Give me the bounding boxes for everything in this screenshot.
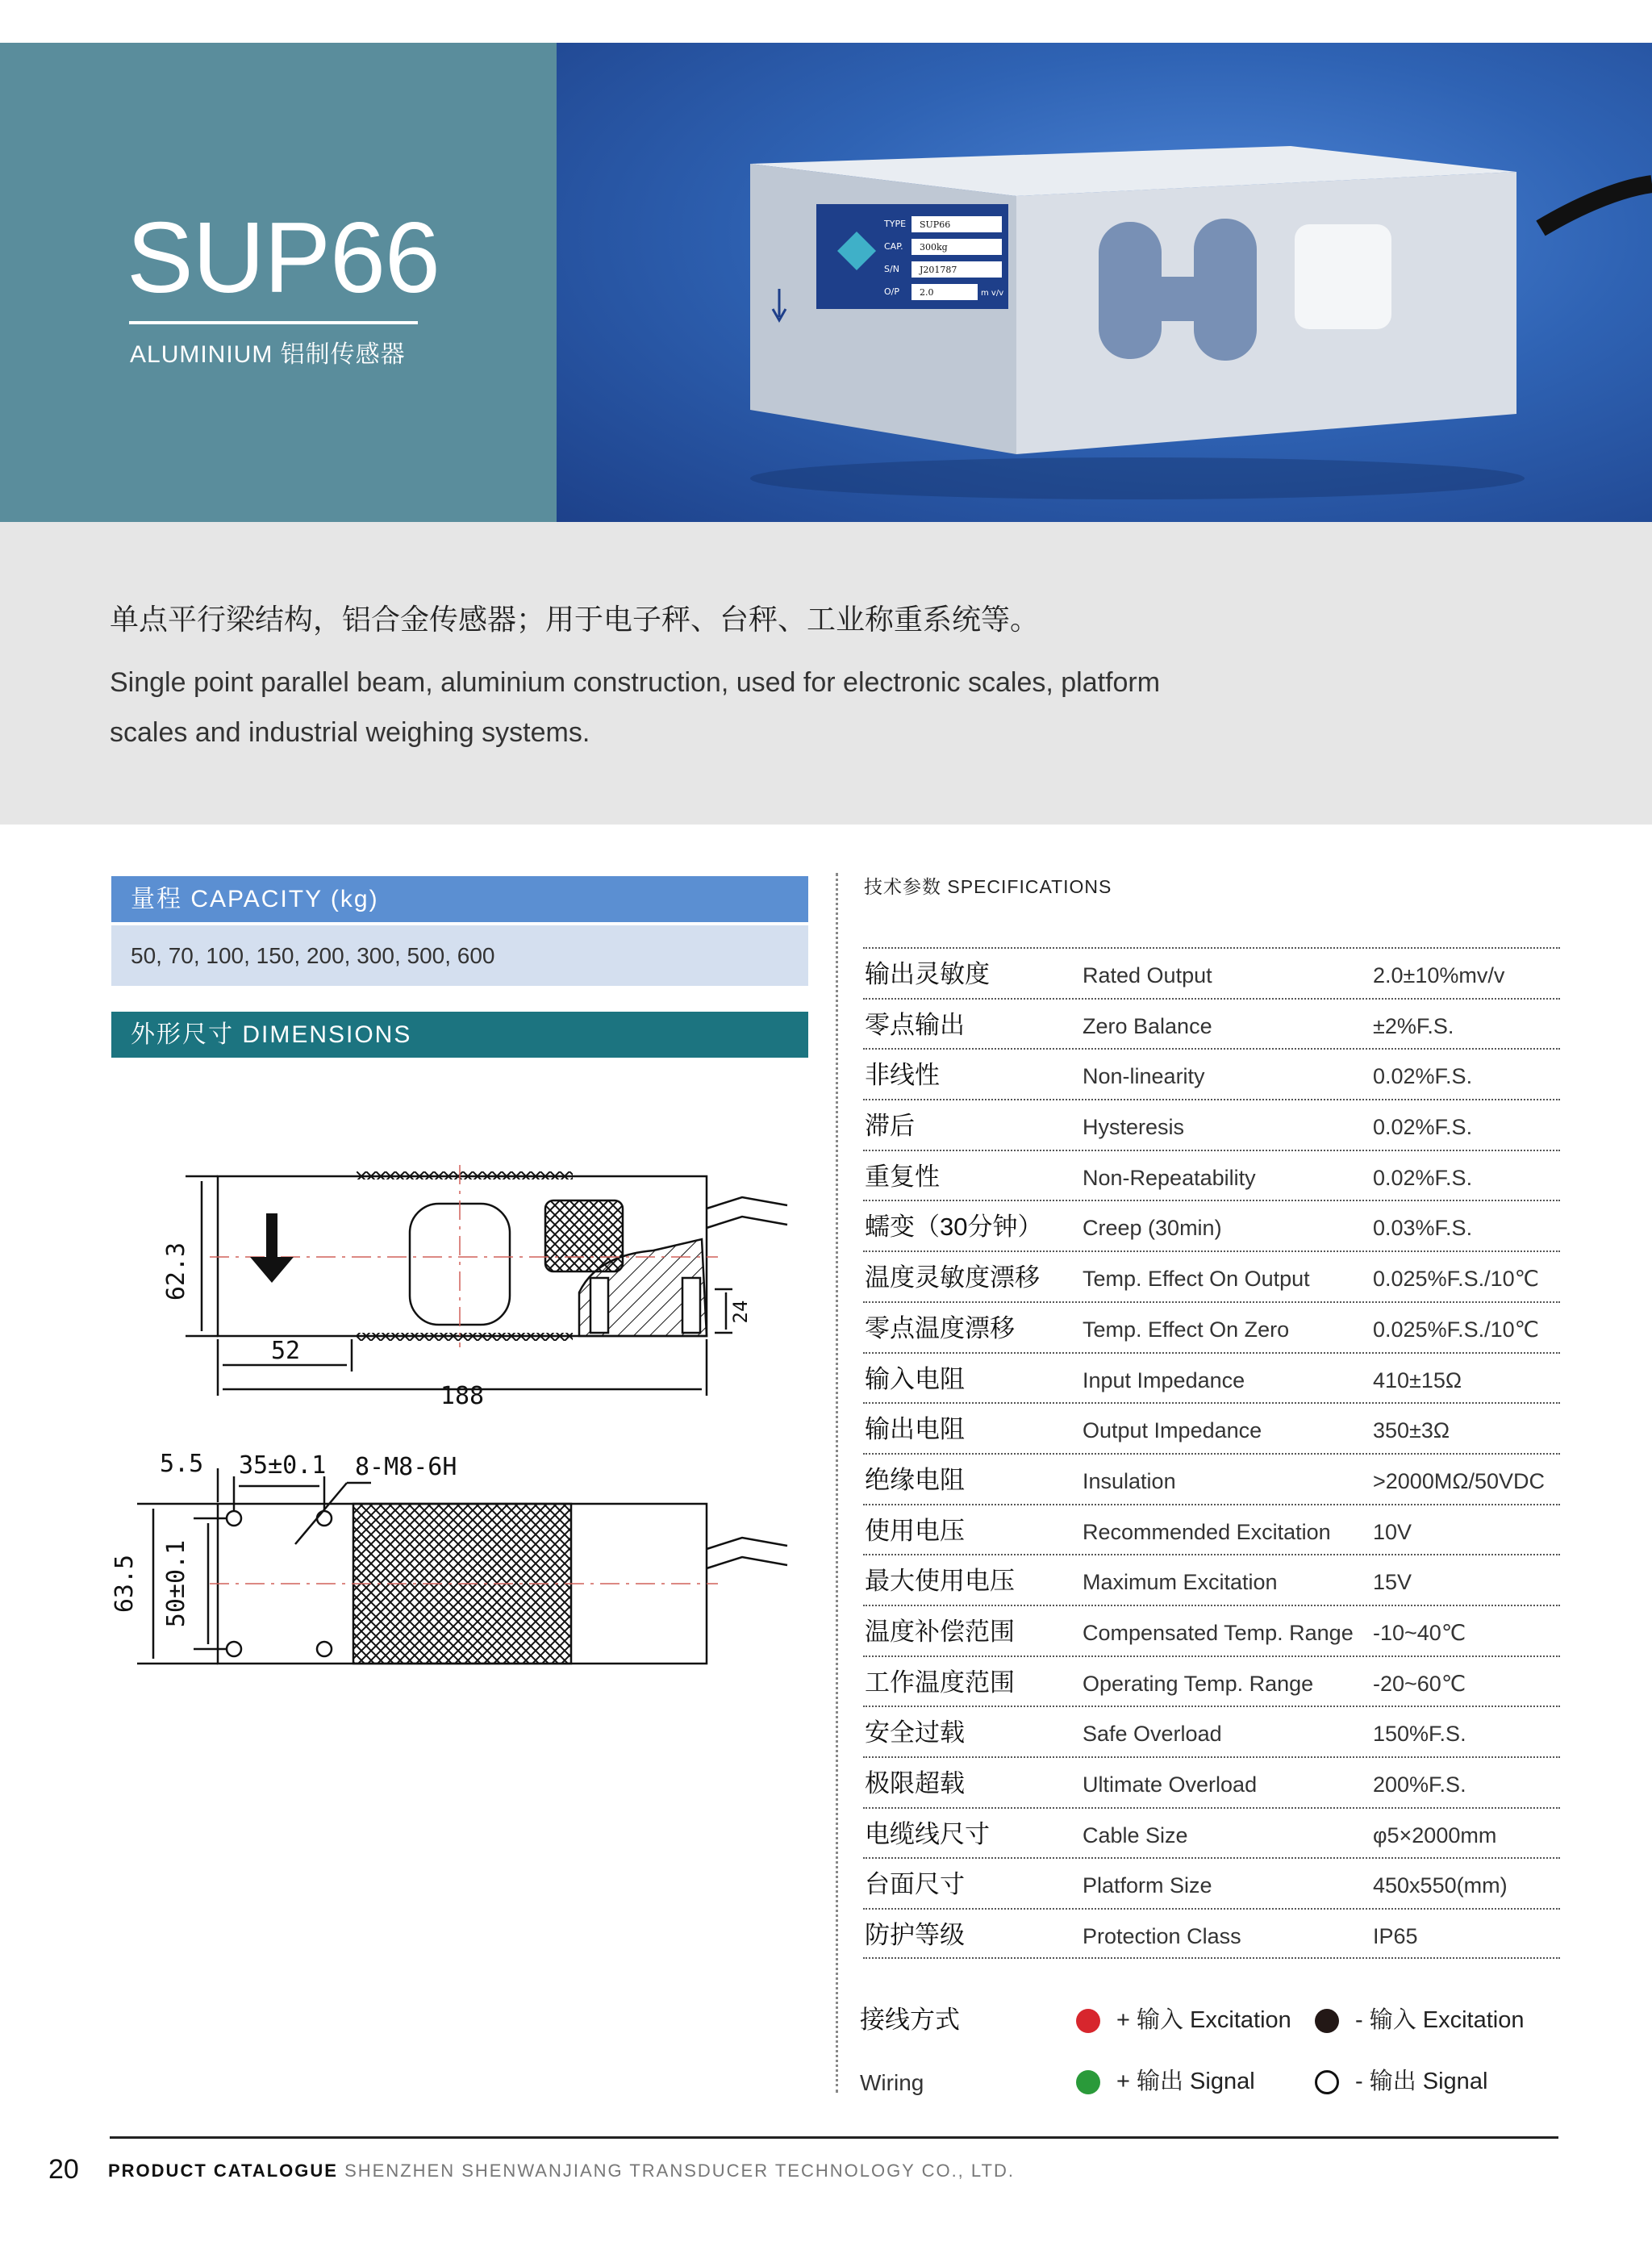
wire-negative-excitation xyxy=(1315,2002,1525,2038)
spec-cn: 电缆线尺寸 xyxy=(865,1819,990,1848)
spec-value: 0.025%F.S./10℃ xyxy=(1373,1267,1539,1292)
specifications-table xyxy=(863,947,1560,1959)
spec-cn: 蠕变（30分钟） xyxy=(865,1213,1043,1242)
dim-height: 62.3 xyxy=(162,1242,190,1301)
spec-value: 0.03%F.S. xyxy=(1373,1216,1473,1241)
page-number: 20 xyxy=(48,2154,79,2185)
white-wire-dot-icon xyxy=(1315,2070,1339,2094)
spec-cn: 温度灵敏度漂移 xyxy=(865,1263,1040,1292)
label-op-key: O/P xyxy=(884,286,899,297)
spec-cn: 防护等级 xyxy=(865,1921,965,1950)
spec-row xyxy=(863,1908,1560,1959)
spec-value: 0.02%F.S. xyxy=(1373,1115,1473,1140)
spec-value: >2000MΩ/50VDC xyxy=(1373,1468,1546,1493)
spec-cn: 重复性 xyxy=(865,1162,940,1191)
spec-cn: 输出电阻 xyxy=(865,1415,965,1444)
spec-value: 15V xyxy=(1373,1570,1412,1595)
dim-length: 188 xyxy=(440,1382,485,1410)
spec-en: Safe Overload xyxy=(1083,1722,1222,1747)
model-title: SUP66 xyxy=(127,202,440,314)
model-subtitle: ALUMINIUM 铝制传感器 xyxy=(130,341,406,368)
red-wire-dot-icon xyxy=(1076,2009,1100,2033)
spec-value: 450x550(mm) xyxy=(1373,1873,1508,1898)
spec-en: Output Impedance xyxy=(1083,1418,1262,1443)
spec-value: 10V xyxy=(1373,1519,1412,1544)
dim-offset: 52 xyxy=(270,1337,301,1365)
spec-cn: 输入电阻 xyxy=(865,1364,965,1393)
title-underline xyxy=(129,321,418,324)
spec-cn: 滞后 xyxy=(865,1112,915,1141)
spec-value: IP65 xyxy=(1373,1924,1418,1949)
spec-row xyxy=(863,1807,1560,1858)
spec-en: Rated Output xyxy=(1083,963,1212,987)
spec-row xyxy=(863,1706,1560,1756)
spec-value: 0.02%F.S. xyxy=(1373,1064,1473,1089)
wire-label: - 输出 Signal xyxy=(1355,2069,1488,2094)
spec-row xyxy=(863,1504,1560,1555)
spec-value: 150%F.S. xyxy=(1373,1722,1466,1747)
label-type-key: TYPE xyxy=(884,219,907,229)
spec-row xyxy=(863,1150,1560,1200)
spec-cn: 使用电压 xyxy=(865,1516,965,1545)
spec-row xyxy=(863,1453,1560,1504)
spec-cn: 台面尺寸 xyxy=(865,1870,965,1899)
spec-row xyxy=(863,1655,1560,1706)
column-divider xyxy=(836,873,838,2093)
spec-en: Ultimate Overload xyxy=(1083,1772,1258,1797)
wire-label: + 输入 Excitation xyxy=(1116,2007,1291,2033)
spec-cn: 绝缘电阻 xyxy=(865,1465,965,1494)
spec-row xyxy=(863,1554,1560,1605)
spec-en: Non-Repeatability xyxy=(1083,1165,1256,1190)
spec-cn: 零点输出 xyxy=(865,1010,965,1039)
green-wire-dot-icon xyxy=(1076,2070,1100,2094)
specifications-title: 技术参数 SPECIFICATIONS xyxy=(864,876,1112,897)
dim-width: 63.5 xyxy=(111,1554,139,1614)
footer-rule xyxy=(110,2136,1558,2139)
spec-en: Input Impedance xyxy=(1083,1367,1245,1392)
label-cap-value: 300kg xyxy=(920,242,948,253)
spec-en: Platform Size xyxy=(1083,1873,1212,1898)
footer-company: SHENZHEN SHENWANJIANG TRANSDUCER TECHNOLOGY CO., LTD. xyxy=(344,2161,1015,2181)
product-label xyxy=(816,204,1008,309)
spec-cn: 安全过载 xyxy=(865,1718,965,1747)
dim-edge: 5.5 xyxy=(160,1450,204,1478)
spec-en: Temp. Effect On Zero xyxy=(1083,1317,1290,1342)
dim-hole-width: 50±0.1 xyxy=(162,1539,190,1628)
label-cap-key: CAP. xyxy=(884,241,903,252)
spec-value: -20~60℃ xyxy=(1373,1671,1466,1696)
capacity-values: 50, 70, 100, 150, 200, 300, 500, 600 xyxy=(111,925,808,986)
product-photo xyxy=(557,43,1652,522)
spec-row xyxy=(863,998,1560,1049)
spec-en: Creep (30min) xyxy=(1083,1216,1222,1241)
capacity-header: 量程 CAPACITY (kg) xyxy=(111,876,808,922)
spec-cn: 输出灵敏度 xyxy=(865,960,990,988)
spec-row xyxy=(863,1048,1560,1099)
spec-en: Compensated Temp. Range xyxy=(1083,1620,1354,1645)
spec-value: 0.025%F.S./10℃ xyxy=(1373,1317,1539,1342)
spec-row xyxy=(863,1402,1560,1453)
spec-row xyxy=(863,1857,1560,1908)
spec-row xyxy=(863,1200,1560,1250)
footer-catalogue: PRODUCT CATALOGUE xyxy=(108,2161,338,2181)
dim-hole-spacing: 35±0.1 xyxy=(239,1451,327,1480)
wire-negative-signal xyxy=(1315,2064,1487,2099)
spec-cn: 工作温度范围 xyxy=(865,1668,1015,1697)
spec-value: φ5×2000mm xyxy=(1373,1822,1497,1847)
spec-row xyxy=(863,1352,1560,1403)
spec-cn: 极限超载 xyxy=(865,1769,965,1797)
spec-en: Insulation xyxy=(1083,1468,1176,1493)
dim-slot: 24 xyxy=(729,1300,752,1324)
spec-value: 350±3Ω xyxy=(1373,1418,1450,1443)
wire-positive-signal xyxy=(1076,2064,1255,2099)
intro-english: Single point parallel beam, aluminium construction, used for electronic scales, platform scales and industrial weighing systems. xyxy=(110,667,1161,748)
label-sn-key: S/N xyxy=(884,264,899,274)
dimension-drawing xyxy=(105,1113,815,1698)
wire-label: - 输入 Excitation xyxy=(1355,2007,1525,2033)
spec-row xyxy=(863,1250,1560,1301)
label-sn-value: J201787 xyxy=(920,265,957,275)
spec-en: Protection Class xyxy=(1083,1924,1241,1949)
label-op-value: 2.0 xyxy=(920,287,934,298)
spec-row xyxy=(863,1301,1560,1352)
spec-en: Cable Size xyxy=(1083,1822,1188,1847)
spec-value: ±2%F.S. xyxy=(1373,1013,1454,1038)
spec-en: Hysteresis xyxy=(1083,1115,1185,1140)
dimensions-header: 外形尺寸 DIMENSIONS xyxy=(111,1012,808,1058)
spec-cn: 最大使用电压 xyxy=(865,1567,1015,1596)
spec-value: -10~40℃ xyxy=(1373,1620,1466,1645)
intro-chinese: 单点平行梁结构，铝合金传感器；用于电子秤、台秤、工业称重系统等。 xyxy=(110,603,1040,636)
dim-thread: 8-M8-6H xyxy=(355,1453,457,1481)
spec-en: Zero Balance xyxy=(1083,1013,1212,1038)
spec-row xyxy=(863,1756,1560,1807)
label-type-value: SUP66 xyxy=(920,219,951,230)
black-wire-dot-icon xyxy=(1315,2009,1339,2033)
spec-en: Operating Temp. Range xyxy=(1083,1671,1314,1696)
spec-en: Non-linearity xyxy=(1083,1064,1205,1089)
label-op-unit: m v/v xyxy=(981,289,1004,298)
spec-cn: 非线性 xyxy=(865,1061,940,1090)
spec-en: Recommended Excitation xyxy=(1083,1519,1331,1544)
spec-value: 200%F.S. xyxy=(1373,1772,1466,1797)
wiring-title-en: Wiring xyxy=(860,2070,924,2095)
spec-value: 0.02%F.S. xyxy=(1373,1165,1473,1190)
wire-label: + 输出 Signal xyxy=(1116,2069,1255,2094)
spec-en: Temp. Effect On Output xyxy=(1083,1267,1310,1292)
wiring-title-cn: 接线方式 xyxy=(860,2006,960,2034)
spec-cn: 零点温度漂移 xyxy=(865,1313,1015,1342)
spec-en: Maximum Excitation xyxy=(1083,1570,1278,1595)
wire-positive-excitation xyxy=(1076,2002,1291,2038)
spec-cn: 温度补偿范围 xyxy=(865,1617,1015,1646)
spec-row xyxy=(863,947,1560,998)
footer-text xyxy=(108,2157,1015,2185)
spec-row xyxy=(863,1099,1560,1150)
spec-row xyxy=(863,1605,1560,1655)
spec-value: 2.0±10%mv/v xyxy=(1373,963,1505,987)
spec-value: 410±15Ω xyxy=(1373,1367,1462,1392)
